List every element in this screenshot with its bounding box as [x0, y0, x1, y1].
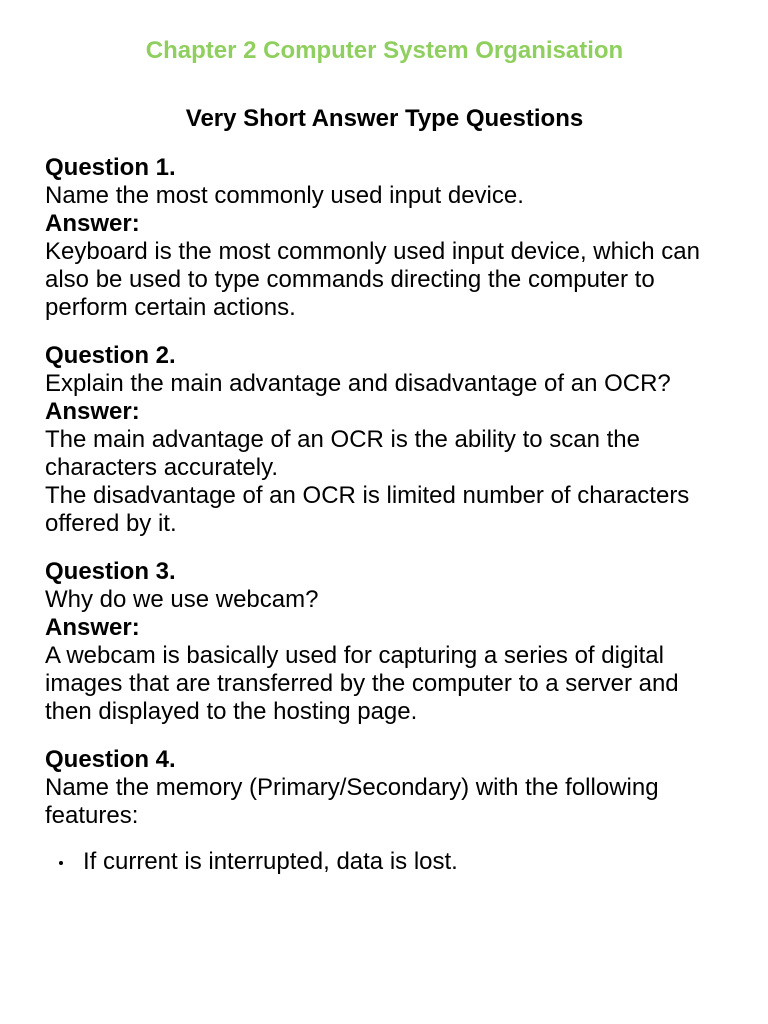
answer-label: Answer:: [45, 398, 140, 425]
answer-label: Answer:: [45, 210, 140, 237]
feature-list: [45, 848, 724, 876]
question-block-4: [45, 746, 724, 876]
question-block-3: [45, 558, 724, 726]
question-block-1: [45, 154, 724, 322]
section-heading: Very Short Answer Type Questions: [185, 105, 584, 132]
question-label: Question 1.: [45, 154, 176, 181]
answer-label: Answer:: [45, 614, 140, 641]
question-text: Name the memory (Primary/Secondary) with the following features:: [45, 774, 659, 829]
question-list: [45, 134, 724, 876]
question-text: Name the most commonly used input device.: [45, 182, 524, 209]
answer-text: A webcam is basically used for capturing a series of digital images that are transferred by the computer to a server and then displayed to the hosting page.: [45, 642, 679, 725]
bullet-icon: [59, 861, 63, 865]
chapter-title: Chapter 2 Computer System Organisation: [145, 37, 624, 64]
question-text: Why do we use webcam?: [45, 586, 319, 613]
list-item-text: If current is interrupted, data is lost.: [83, 848, 458, 875]
question-text: Explain the main advantage and disadvantage of an OCR?: [45, 370, 671, 397]
list-item: [45, 848, 724, 876]
question-label: Question 4.: [45, 746, 176, 773]
answer-text: The disadvantage of an OCR is limited number of characters offered by it.: [45, 482, 690, 537]
question-label: Question 2.: [45, 342, 176, 369]
question-block-2: [45, 342, 724, 538]
question-label: Question 3.: [45, 558, 176, 585]
answer-text: The main advantage of an OCR is the ability to scan the characters accurately.: [45, 426, 640, 481]
answer-text: Keyboard is the most commonly used input device, which can also be used to type commands directing the computer to perform certain actions.: [45, 238, 700, 321]
